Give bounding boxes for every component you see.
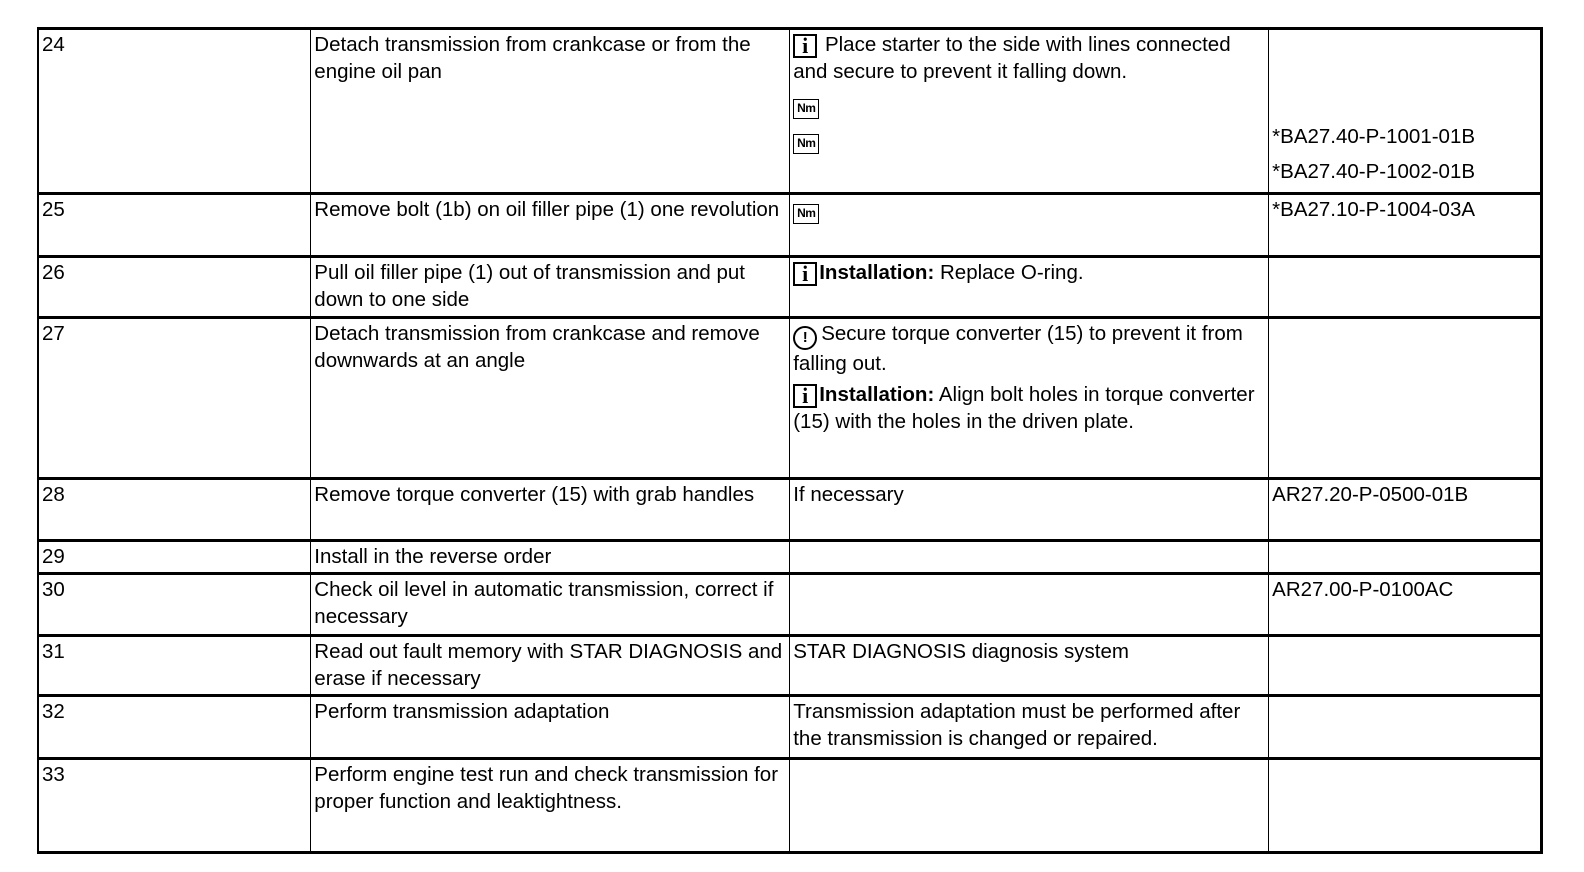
table-row-31	[38, 636, 1542, 696]
note-cell	[790, 29, 1269, 194]
action-text: Pull oil filler pipe (1) out of transmission and put down to one side	[311, 257, 790, 318]
note-text: Place starter to the side with lines connected and secure to prevent it falling down.	[793, 33, 1231, 83]
installation-text: Replace O-ring.	[939, 261, 1084, 284]
info-icon: i	[793, 34, 817, 58]
table-row-33	[38, 759, 1542, 853]
step-number: 31	[38, 636, 311, 696]
note-cell	[790, 759, 1269, 853]
table-row-29	[38, 541, 1542, 574]
installation-text: Align bolt holes in torque converter (15) with the holes in the driven plate.	[793, 383, 1255, 433]
reference-cell	[1269, 318, 1542, 479]
note-cell	[790, 194, 1269, 257]
reference-cell	[1269, 636, 1542, 696]
table-row-24	[38, 29, 1542, 194]
action-text: Install in the reverse order	[311, 541, 790, 574]
step-number: 24	[38, 29, 311, 194]
info-icon: i	[793, 384, 817, 408]
note-text: If necessary	[790, 479, 1269, 541]
reference-link[interactable]: *BA27.40-P-1002-01B	[1272, 160, 1476, 183]
info-icon: i	[793, 262, 817, 286]
warning-icon: !	[793, 326, 817, 350]
warning-text: Secure torque converter (15) to prevent it from falling out.	[793, 322, 1243, 375]
reference-cell	[1269, 257, 1542, 318]
torque-icon: Nm	[793, 134, 819, 154]
action-text: Check oil level in automatic transmission, correct if necessary	[311, 574, 790, 636]
step-number: 27	[38, 318, 311, 479]
table-row-28	[38, 479, 1542, 541]
reference-cell	[1269, 29, 1542, 194]
action-text: Remove bolt (1b) on oil filler pipe (1) one revolution	[311, 194, 790, 257]
step-number: 26	[38, 257, 311, 318]
reference-cell	[1269, 696, 1542, 759]
reference-link[interactable]: *BA27.40-P-1001-01B	[1272, 125, 1476, 148]
torque-icon: Nm	[793, 99, 819, 119]
reference-link[interactable]: AR27.20-P-0500-01B	[1269, 479, 1542, 541]
action-text: Detach transmission from crankcase and remove downwards at an angle	[311, 318, 790, 479]
reference-cell	[1269, 759, 1542, 853]
torque-icon: Nm	[793, 204, 819, 224]
note-cell	[790, 257, 1269, 318]
action-text: Perform engine test run and check transmission for proper function and leaktightness.	[311, 759, 790, 853]
step-number: 32	[38, 696, 311, 759]
step-number: 29	[38, 541, 311, 574]
table-row-26	[38, 257, 1542, 318]
action-text: Read out fault memory with STAR DIAGNOSIS and erase if necessary	[311, 636, 790, 696]
step-number: 30	[38, 574, 311, 636]
reference-link[interactable]: *BA27.10-P-1004-03A	[1269, 194, 1542, 257]
note-cell	[790, 541, 1269, 574]
step-number: 33	[38, 759, 311, 853]
installation-label: Installation:	[819, 261, 935, 284]
table-row-25	[38, 194, 1542, 257]
table-row-32	[38, 696, 1542, 759]
note-text: STAR DIAGNOSIS diagnosis system	[790, 636, 1269, 696]
table-row-30	[38, 574, 1542, 636]
table-row-27	[38, 318, 1542, 479]
procedure-table	[37, 27, 1543, 854]
note-cell	[790, 574, 1269, 636]
note-text: Transmission adaptation must be performed after the transmission is changed or repaired.	[790, 696, 1269, 759]
procedure-sheet	[37, 27, 1543, 854]
step-number: 25	[38, 194, 311, 257]
action-text: Perform transmission adaptation	[311, 696, 790, 759]
reference-cell	[1269, 541, 1542, 574]
step-number: 28	[38, 479, 311, 541]
action-text: Detach transmission from crankcase or from the engine oil pan	[311, 29, 790, 194]
action-text: Remove torque converter (15) with grab handles	[311, 479, 790, 541]
installation-label: Installation:	[819, 383, 935, 406]
note-cell	[790, 318, 1269, 479]
reference-link[interactable]: AR27.00-P-0100AC	[1269, 574, 1542, 636]
